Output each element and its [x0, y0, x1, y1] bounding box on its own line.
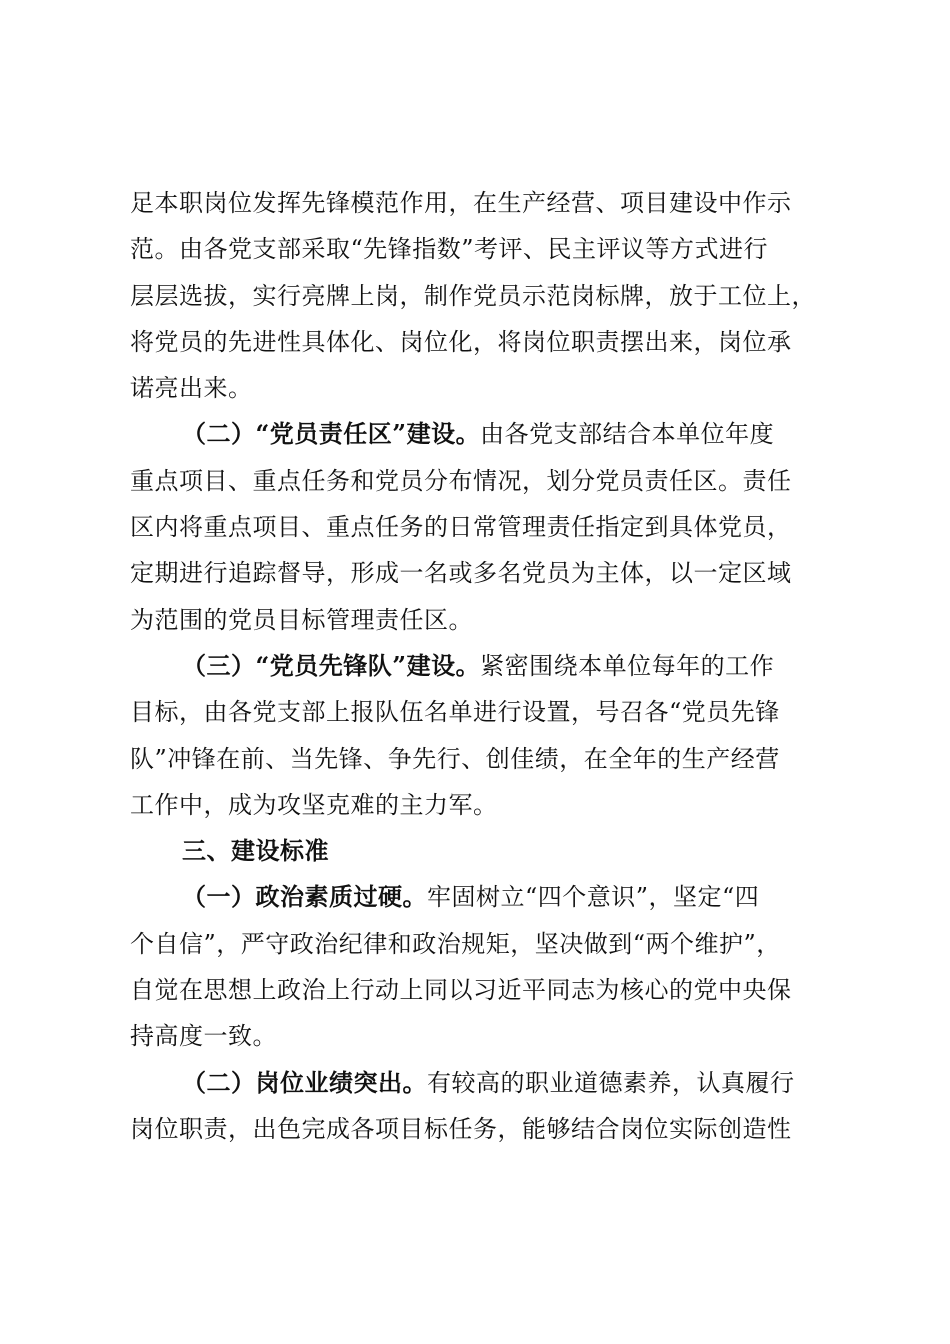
document-body: [130, 180, 820, 1152]
line-text: 个自信”，严守政治纪律和政治规矩，坚决做到“两个维护”，: [130, 929, 781, 958]
chapter-heading: 三、建设标准: [182, 836, 329, 866]
text-line: [130, 736, 820, 782]
section-heading: （一）政治素质过硬。: [182, 882, 427, 912]
text-line: [130, 597, 820, 643]
text-line: [130, 458, 820, 504]
line-text: 由各党支部结合本单位年度: [480, 420, 775, 449]
text-line: [130, 319, 820, 365]
text-line: [130, 689, 820, 735]
text-line: [130, 1013, 820, 1059]
text-line: [130, 550, 820, 596]
text-line: [130, 782, 820, 828]
line-text: 诺亮出来。: [130, 374, 253, 403]
line-text: 区内将重点项目、重点任务的日常管理责任指定到具体党员，: [130, 513, 792, 542]
line-text: 目标，由各党支部上报队伍名单进行设置，号召各“党员先锋: [130, 698, 780, 727]
text-line: [130, 921, 820, 967]
line-text: 自觉在思想上政治上行动上同以习近平同志为核心的党中央保: [130, 976, 792, 1005]
line-text: 定期进行追踪督导，形成一名或多名党员为主体，以一定区域: [130, 559, 792, 588]
line-text: 层层选拔，实行亮牌上岗，制作党员示范岗标牌，放于工位上，: [130, 281, 816, 310]
line-text: 紧密围绕本单位每年的工作: [480, 651, 775, 680]
section-heading-line: [130, 1060, 820, 1106]
line-text: 队”冲锋在前、当先锋、争先行、创佳绩，在全年的生产经营: [130, 744, 780, 773]
section-heading: （二）岗位业绩突出。: [182, 1067, 427, 1097]
line-text: 工作中，成为攻坚克难的主力军。: [130, 790, 498, 819]
section-heading-line: [130, 874, 820, 920]
line-text: 重点项目、重点任务和党员分布情况，划分党员责任区。责任: [130, 466, 792, 495]
text-line: [130, 226, 820, 272]
line-text: 有较高的职业道德素养，认真履行: [427, 1068, 795, 1097]
text-line: [130, 1106, 820, 1152]
section-heading: （二）“党员责任区”建设。: [182, 419, 481, 449]
text-line: [130, 504, 820, 550]
line-text: 将党员的先进性具体化、岗位化，将岗位职责摆出来，岗位承: [130, 327, 792, 356]
line-text: 范。由各党支部采取“先锋指数”考评、民主评议等方式进行: [130, 235, 769, 264]
text-line: [130, 967, 820, 1013]
text-line: [130, 273, 820, 319]
text-line: [130, 365, 820, 411]
section-heading: （三）“党员先锋队”建设。: [182, 650, 481, 680]
line-text: 牢固树立“四个意识”，坚定“四: [427, 883, 760, 912]
line-text: 持高度一致。: [130, 1022, 277, 1051]
section-heading-line: [130, 411, 820, 457]
section-heading-line: [130, 643, 820, 689]
line-text: 岗位职责，出色完成各项目标任务，能够结合岗位实际创造性: [130, 1114, 792, 1143]
line-text: 足本职岗位发挥先锋模范作用，在生产经营、项目建设中作示: [130, 189, 792, 217]
text-line: [130, 180, 820, 226]
chapter-heading-line: [130, 828, 820, 874]
line-text: 为范围的党员目标管理责任区。: [130, 605, 473, 634]
